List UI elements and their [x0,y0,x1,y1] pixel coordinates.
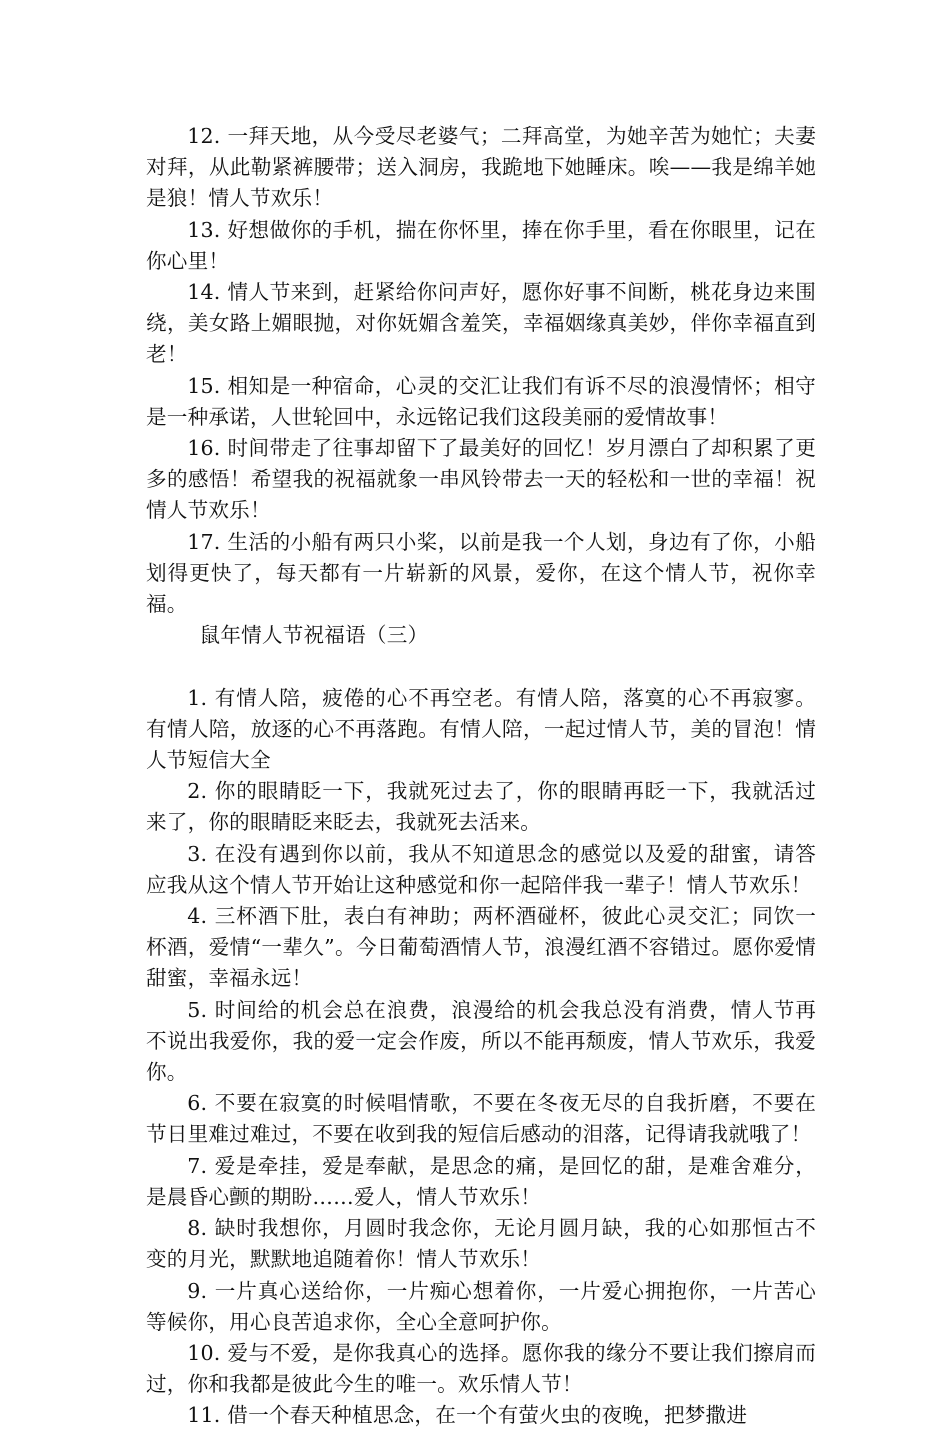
blessing-item-15: 15. 相知是一种宿命，心灵的交汇让我们有诉不尽的浪漫情怀；相守是一种承诺，人世轮回中，永远铭记我们这段美丽的爱情故事！ [146,373,816,429]
blessing-item-1: 1. 有情人陪，疲倦的心不再空老。有情人陪，落寞的心不再寂寥。有情人陪，放逐的心不再落跑。有情人陪，一起过情人节，美的冒泡！情人节短信大全 [146,685,816,773]
blessing-item-10: 10. 爱与不爱，是你我真心的选择。愿你我的缘分不要让我们擦肩而过，你和我都是彼此今生的唯一。欢乐情人节！ [146,1340,816,1397]
blessing-item-8: 8. 缺时我想你，月圆时我念你，无论月圆月缺，我的心如那恒古不变的月光，默默地追随着你！情人节欢乐！ [146,1216,816,1272]
document-body [146,121,816,1432]
section-heading: 鼠年情人节祝福语（三） [199,623,429,648]
blessing-item-13: 13. 好想做你的手机，揣在你怀里，捧在你手里，看在你眼里，记在你心里！ [146,217,816,273]
blessing-item-14: 14. 情人节来到，赶紧给你问声好，愿你好事不间断，桃花身边来围绕，美女路上媚眼抛，对你妩媚含羞笑，幸福姻缘真美妙，伴你幸福直到老！ [146,280,816,367]
blessing-item-6: 6. 不要在寂寞的时候唱情歌，不要在冬夜无尽的自我折磨，不要在节日里难过难过，不要在收到我的短信后感动的泪落，记得请我就哦了！ [146,1091,816,1147]
blessing-item-12: 12. 一拜天地，从今受尽老婆气；二拜高堂，为她辛苦为她忙；夫妻对拜，从此勒紧裤腰带；送入洞房，我跪地下她睡床。唉——我是绵羊她是狼！情人节欢乐！ [146,124,816,211]
blessing-item-4: 4. 三杯酒下肚，表白有神助；两杯酒碰杯，彼此心灵交汇；同饮一杯酒，爱情“一辈久”。今日葡萄酒情人节，浪漫红酒不容错过。愿你爱情甜蜜，幸福永远！ [146,904,816,991]
blank-line [146,651,816,682]
blessing-item-11: 11. 借一个春天种植思念，在一个有萤火虫的夜晚，把梦撒进 [187,1403,748,1428]
blessing-item-9: 9. 一片真心送给你，一片痴心想着你，一片爱心拥抱你，一片苦心等候你，用心良苦追求你，全心全意呵护你。 [146,1278,816,1334]
blessing-item-17: 17. 生活的小船有两只小桨，以前是我一个人划，身边有了你，小船划得更快了，每天都有一片崭新的风景，爱你，在这个情人节，祝你幸福。 [146,529,816,617]
blessing-item-2: 2. 你的眼睛眨一下，我就死过去了，你的眼睛再眨一下，我就活过来了，你的眼睛眨来眨去，我就死去活来。 [146,779,816,835]
blessing-item-7: 7. 爱是牵挂，爱是奉献，是思念的痛，是回忆的甜，是难舍难分，是晨昏心颤的期盼……爱人，情人节欢乐！ [146,1153,816,1209]
blessing-item-16: 16. 时间带走了往事却留下了最美好的回忆！岁月漂白了却积累了更多的感悟！希望我的祝福就象一串风铃带去一天的轻松和一世的幸福！祝情人节欢乐！ [146,436,816,523]
blessing-item-3: 3. 在没有遇到你以前，我从不知道思念的感觉以及爱的甜蜜，请答应我从这个情人节开始让这种感觉和你一起陪伴我一辈子！情人节欢乐！ [146,841,816,897]
blessing-item-5: 5. 时间给的机会总在浪费，浪漫给的机会我总没有消费，情人节再不说出我爱你，我的爱一定会作废，所以不能再颓废，情人节欢乐，我爱你。 [146,997,816,1085]
